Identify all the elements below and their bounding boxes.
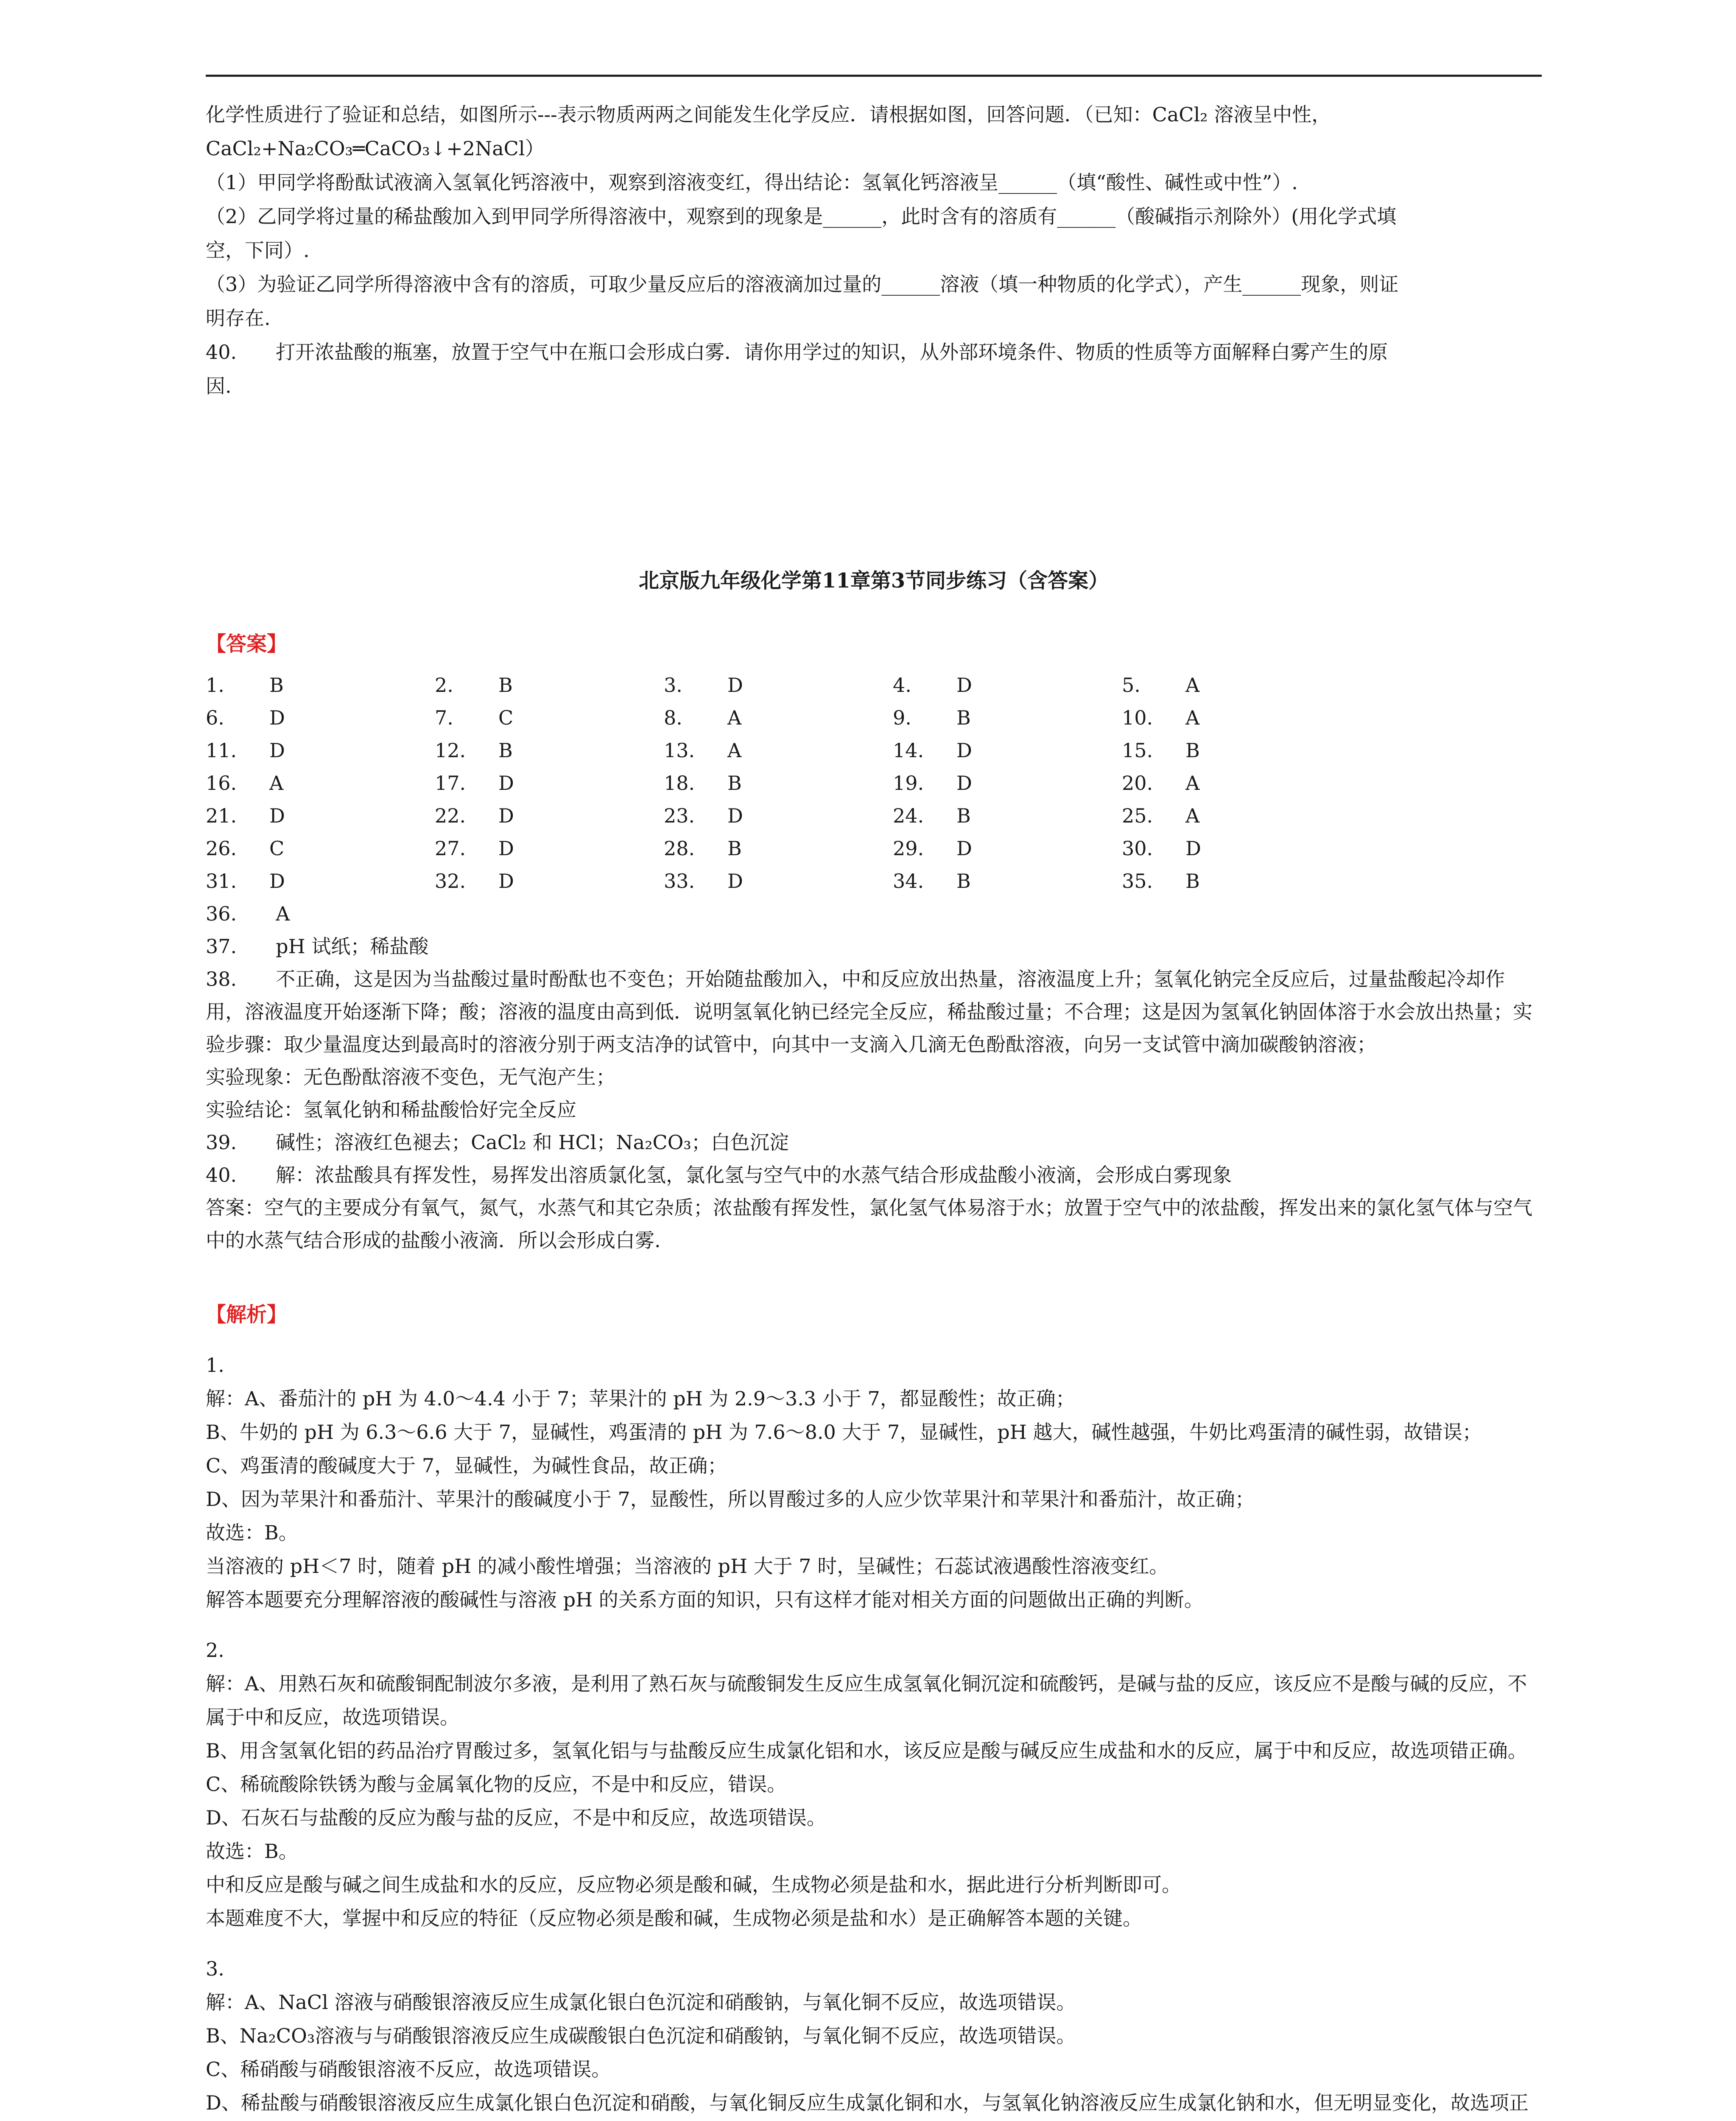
answer-choice: D — [956, 837, 972, 860]
answer-choice: D — [956, 739, 972, 762]
answer-number: 3. — [664, 674, 682, 697]
answer-choice: B — [498, 674, 513, 697]
answer-item — [893, 734, 1122, 767]
answer-number: 12. — [435, 739, 466, 762]
answer-number: 27. — [435, 837, 466, 860]
answer-choice: D — [1185, 837, 1201, 860]
answer-item — [206, 669, 435, 702]
analysis-line: D、稀盐酸与硝酸银溶液反应生成氯化银白色沉淀和硝酸，与氧化铜反应生成氯化铜和水，与氢氧化钠溶液反应生成氯化钠和水，但无明显变化，故选项正 — [206, 2091, 1529, 2114]
answer-item — [1122, 702, 1351, 734]
answer-row — [206, 800, 1542, 832]
answer-choice: A — [1185, 674, 1200, 697]
answer-number: 26. — [206, 837, 237, 860]
answer-number: 25. — [1122, 804, 1153, 827]
analysis-body — [206, 1349, 1542, 2121]
answer-item — [1122, 865, 1351, 898]
analysis-line: C、鸡蛋清的酸碱度大于 7，显碱性，为碱性食品，故正确； — [206, 1454, 727, 1477]
answer-item — [206, 734, 435, 767]
answer-choice: B — [956, 870, 971, 893]
answer-choice: A — [1185, 804, 1200, 827]
answer-number: 18. — [664, 772, 695, 795]
answer-item — [893, 669, 1122, 702]
analysis-item — [206, 1349, 1542, 1617]
answer-choice: D — [727, 674, 743, 697]
answer-item — [664, 669, 893, 702]
answer-item — [206, 800, 435, 832]
top-rule — [206, 75, 1542, 77]
answer-choice: A — [727, 706, 742, 729]
answer-item — [893, 865, 1122, 898]
answer-number: 2. — [435, 674, 453, 697]
answer-choice: B — [956, 706, 971, 729]
answer-number: 7. — [435, 706, 453, 729]
question-line: 明存在. — [206, 307, 271, 330]
answer-item — [1122, 767, 1351, 800]
answer-number: 11. — [206, 739, 237, 762]
answer-item — [435, 865, 664, 898]
answer-choice: B — [956, 804, 971, 827]
answer-choice: C — [269, 837, 285, 860]
answer-choice: D — [269, 739, 285, 762]
analysis-number: 2. — [206, 1639, 224, 1662]
question-line: （1）甲同学将酚酞试液滴入氢氧化钙溶液中，观察到溶液变红，得出结论：氢氧化钙溶液呈______（填“酸性、碱性或中性”）. — [206, 171, 1298, 194]
analysis-line: 中和反应是酸与碱之间生成盐和水的反应，反应物必须是酸和碱，生成物必须是盐和水，据此进行分析判断即可。 — [206, 1873, 1181, 1896]
answer-choice: B — [269, 674, 284, 697]
answer-number: 17. — [435, 772, 466, 795]
answer-number: 19. — [893, 772, 924, 795]
answer-number: 4. — [893, 674, 911, 697]
answer-number: 33. — [664, 870, 695, 893]
analysis-heading: 【解析】 — [206, 1303, 288, 1326]
analysis-line: B、用含氢氧化铝的药品治疗胃酸过多，氢氧化铝与与盐酸反应生成氯化铝和水，该反应是酸与碱反应生成盐和水的反应，属于中和反应，故选项错正确。 — [206, 1739, 1527, 1762]
question-line: 空，下同）. — [206, 239, 310, 262]
answer-choice: D — [956, 674, 972, 697]
answer-row — [206, 767, 1542, 800]
answer-number: 9. — [893, 706, 911, 729]
answer-item — [206, 702, 435, 734]
answer-choice: A — [1185, 706, 1200, 729]
answer-number: 10. — [1122, 706, 1153, 729]
answer-choice: D — [727, 804, 743, 827]
analysis-number: 1. — [206, 1354, 224, 1377]
answer-number: 8. — [664, 706, 682, 729]
answer-number: 14. — [893, 739, 924, 762]
answer-item — [893, 832, 1122, 865]
answer-item — [664, 832, 893, 865]
answer-line: 39. 碱性；溶液红色褪去；CaCl₂ 和 HCl；Na₂CO₃；白色沉淀 — [206, 1131, 789, 1154]
answer-number: 5. — [1122, 674, 1141, 697]
analysis-line: D、因为苹果汁和番茄汁、苹果汁的酸碱度小于 7，显酸性，所以胃酸过多的人应少饮苹果汁和苹果汁和番茄汁，故正确； — [206, 1488, 1255, 1511]
answer-number: 6. — [206, 706, 224, 729]
answer-item — [435, 669, 664, 702]
answer-choice: D — [956, 772, 972, 795]
answers-section — [206, 628, 1542, 1257]
answer-lines — [206, 898, 1542, 1257]
top-section — [206, 98, 1542, 403]
answer-grid — [206, 669, 1542, 898]
answers-heading: 【答案】 — [206, 632, 288, 656]
question-line: CaCl₂+Na₂CO₃═CaCO₃↓+2NaCl） — [206, 137, 545, 160]
answer-number: 30. — [1122, 837, 1153, 860]
answer-choice: D — [498, 772, 514, 795]
analysis-line: D、石灰石与盐酸的反应为酸与盐的反应，不是中和反应，故选项错误。 — [206, 1806, 826, 1829]
answer-line: 实验现象：无色酚酞溶液不变色，无气泡产生； — [206, 1066, 615, 1088]
answer-line: 40. 解：浓盐酸具有挥发性，易挥发出溶质氯化氢，氯化氢与空气中的水蒸气结合形成盐酸小液滴，会形成白雾现象 — [206, 1164, 1232, 1186]
answer-line: 38. 不正确，这是因为当盐酸过量时酚酞也不变色；开始随盐酸加入，中和反应放出热量，溶液温度上升；氢氧化钠完全反应后，过量盐酸起冷却作用，溶液温度开始逐渐下降；酸；溶液的温度由高到低．说明氢氧化钠已经完全反应，稀盐酸过量；不合理；这是因为氢氧化钠固体溶于水会放出热量；实验步骤：取少量温度达到最高时的溶液分别于两支洁净的试管中，向其中一支滴入几滴无色酚酞溶液，向另一支试管中滴加碳酸钠溶液； — [206, 968, 1532, 1056]
answer-choice: A — [727, 739, 742, 762]
answer-item — [1122, 669, 1351, 702]
answer-item — [1122, 832, 1351, 865]
analysis-line: 故选：B。 — [206, 1521, 298, 1544]
analysis-line: B、Na₂CO₃溶液与与硝酸银溶液反应生成碳酸银白色沉淀和硝酸钠，与氧化铜不反应，故选项错误。 — [206, 2024, 1076, 2047]
answer-line: 答案：空气的主要成分有氧气，氮气，水蒸气和其它杂质；浓盐酸有挥发性，氯化氢气体易溶于水；放置于空气中的浓盐酸，挥发出来的氯化氢气体与空气中的水蒸气结合形成的盐酸小液滴．所以会形成白雾. — [206, 1196, 1532, 1252]
answer-choice: D — [727, 870, 743, 893]
answer-item — [435, 800, 664, 832]
answer-row — [206, 734, 1542, 767]
analysis-line: 当溶液的 pH＜7 时，随着 pH 的减小酸性增强；当溶液的 pH 大于 7 时，呈碱性；石蕊试液遇酸性溶液变红。 — [206, 1555, 1169, 1578]
answer-item — [435, 702, 664, 734]
analysis-line: 解：A、NaCl 溶液与硝酸银溶液反应生成氯化银白色沉淀和硝酸钠，与氧化铜不反应，故选项错误。 — [206, 1991, 1076, 2014]
answer-number: 34. — [893, 870, 924, 893]
answer-number: 21. — [206, 804, 237, 827]
answer-item — [664, 800, 893, 832]
answer-choice: B — [1185, 870, 1200, 893]
answer-item — [893, 800, 1122, 832]
answer-item — [1122, 800, 1351, 832]
answer-choice: A — [269, 772, 284, 795]
answer-choice: D — [498, 804, 514, 827]
answer-row — [206, 832, 1542, 865]
analysis-item — [206, 1952, 1542, 2121]
question-line: 因. — [206, 375, 232, 397]
answer-item — [435, 767, 664, 800]
answer-row — [206, 702, 1542, 734]
analysis-line: 解：A、番茄汁的 pH 为 4.0～4.4 小于 7；苹果汁的 pH 为 2.9～3.3 小于 7，都显酸性；故正确； — [206, 1387, 1075, 1410]
answer-choice: D — [498, 837, 514, 860]
analysis-line: 解：A、用熟石灰和硫酸铜配制波尔多液，是利用了熟石灰与硫酸铜发生反应生成氢氧化铜沉淀和硫酸钙，是碱与盐的反应，该反应不是酸与碱的反应，不属于中和反应，故选项错误。 — [206, 1672, 1527, 1729]
answer-number: 20. — [1122, 772, 1153, 795]
answer-number: 15. — [1122, 739, 1153, 762]
answer-line: 37. pH 试纸；稀盐酸 — [206, 935, 429, 958]
answer-row — [206, 865, 1542, 898]
answer-row — [206, 669, 1542, 702]
answer-item — [664, 702, 893, 734]
answer-item — [206, 767, 435, 800]
answer-item — [435, 832, 664, 865]
question-line: 化学性质进行了验证和总结，如图所示---表示物质两两之间能发生化学反应．请根据如图，回答问题．（已知：CaCl₂ 溶液呈中性， — [206, 103, 1331, 126]
answer-number: 23. — [664, 804, 695, 827]
analysis-line: C、稀硝酸与硝酸银溶液不反应，故选项错误。 — [206, 2058, 611, 2081]
answer-choice: B — [727, 772, 742, 795]
answer-item — [206, 832, 435, 865]
document-title: 北京版九年级化学第11章第3节同步练习（含答案） — [638, 569, 1109, 593]
question-line: （3）为验证乙同学所得溶液中含有的溶质，可取少量反应后的溶液滴加过量的______溶液（填一种物质的化学式），产生______现象，则证 — [206, 273, 1399, 296]
answer-item — [664, 767, 893, 800]
answer-choice: B — [498, 739, 513, 762]
analysis-line: B、牛奶的 pH 为 6.3～6.6 大于 7，显碱性，鸡蛋清的 pH 为 7.6～8.0 大于 7，显碱性，pH 越大，碱性越强，牛奶比鸡蛋清的碱性弱，故错误； — [206, 1421, 1482, 1444]
answer-item — [893, 767, 1122, 800]
answer-choice: D — [498, 870, 514, 893]
answer-number: 22. — [435, 804, 466, 827]
analysis-section — [206, 1298, 1542, 2121]
answer-number: 16. — [206, 772, 237, 795]
answer-item — [893, 702, 1122, 734]
answer-line: 36. A — [206, 902, 290, 925]
analysis-item — [206, 1634, 1542, 1935]
analysis-line: C、稀硫酸除铁锈为酸与金属氧化物的反应，不是中和反应，错误。 — [206, 1773, 787, 1796]
question-line: （2）乙同学将过量的稀盐酸加入到甲同学所得溶液中，观察到的现象是______，此时含有的溶质有______（酸碱指示剂除外）(用化学式填 — [206, 205, 1397, 228]
answer-item — [206, 865, 435, 898]
answer-choice: B — [727, 837, 742, 860]
question-line: 40. 打开浓盐酸的瓶塞，放置于空气中在瓶口会形成白雾．请你用学过的知识，从外部环境条件、物质的性质等方面解释白雾产生的原 — [206, 341, 1388, 364]
answer-choice: D — [269, 870, 285, 893]
answer-number: 32. — [435, 870, 466, 893]
analysis-line: 解答本题要充分理解溶液的酸碱性与溶液 pH 的关系方面的知识，只有这样才能对相关方面的问题做出正确的判断。 — [206, 1588, 1204, 1611]
answer-item — [435, 734, 664, 767]
answer-number: 31. — [206, 870, 237, 893]
answer-number: 28. — [664, 837, 695, 860]
answer-choice: D — [269, 804, 285, 827]
answer-choice: B — [1185, 739, 1200, 762]
answer-number: 24. — [893, 804, 924, 827]
answer-choice: D — [269, 706, 285, 729]
analysis-number: 3. — [206, 1957, 224, 1980]
answer-choice: C — [498, 706, 514, 729]
answer-number: 29. — [893, 837, 924, 860]
answer-item — [664, 865, 893, 898]
answer-line: 实验结论：氢氧化钠和稀盐酸恰好完全反应 — [206, 1098, 576, 1121]
analysis-line: 故选：B。 — [206, 1840, 298, 1863]
answer-number: 35. — [1122, 870, 1153, 893]
answer-choice: A — [1185, 772, 1200, 795]
answer-number: 1. — [206, 674, 224, 697]
answer-number: 13. — [664, 739, 695, 762]
analysis-line: 本题难度不大，掌握中和反应的特征（反应物必须是酸和碱，生成物必须是盐和水）是正确解答本题的关键。 — [206, 1907, 1142, 1930]
answer-item — [664, 734, 893, 767]
answer-item — [1122, 734, 1351, 767]
